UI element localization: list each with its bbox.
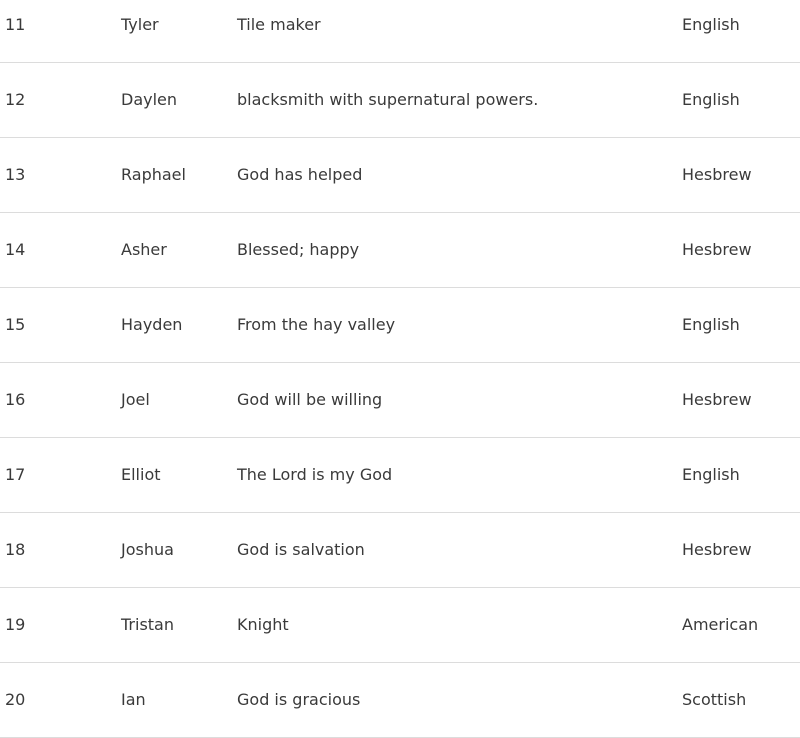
table-row (0, 138, 800, 213)
row-meaning: Blessed; happy (237, 240, 360, 259)
row-meaning: God will be willing (237, 390, 383, 409)
table-row (0, 63, 800, 138)
row-meaning: blacksmith with supernatural powers. (237, 90, 539, 109)
row-meaning: God is gracious (237, 690, 361, 709)
table-row (0, 438, 800, 513)
row-origin: Hesbrew (682, 240, 752, 259)
row-number: 14 (5, 240, 26, 259)
row-name: Hayden (121, 315, 183, 334)
row-origin: English (682, 15, 740, 34)
table-row (0, 513, 800, 588)
table-row (0, 588, 800, 663)
row-meaning: Knight (237, 615, 289, 634)
row-meaning: God is salvation (237, 540, 365, 559)
row-number: 16 (5, 390, 26, 409)
table-row (0, 663, 800, 738)
row-origin: English (682, 315, 740, 334)
table-row (0, 288, 800, 363)
row-name: Tristan (121, 615, 174, 634)
row-origin: Hesbrew (682, 165, 752, 184)
table-row (0, 363, 800, 438)
row-meaning: The Lord is my God (237, 465, 393, 484)
row-number: 20 (5, 690, 26, 709)
row-name: Joshua (121, 540, 174, 559)
row-number: 15 (5, 315, 26, 334)
row-origin: Hesbrew (682, 540, 752, 559)
row-number: 17 (5, 465, 26, 484)
row-origin: English (682, 90, 740, 109)
row-number: 12 (5, 90, 26, 109)
row-number: 18 (5, 540, 26, 559)
row-name: Ian (121, 690, 146, 709)
row-name: Joel (121, 390, 150, 409)
row-name: Elliot (121, 465, 161, 484)
row-origin: American (682, 615, 759, 634)
table-row (0, 213, 800, 288)
row-meaning: Tile maker (237, 15, 321, 34)
row-number: 13 (5, 165, 26, 184)
row-number: 11 (5, 15, 26, 34)
row-number: 19 (5, 615, 26, 634)
row-name: Tyler (121, 15, 159, 34)
row-name: Raphael (121, 165, 186, 184)
row-origin: English (682, 465, 740, 484)
table-row (0, 0, 800, 63)
row-meaning: God has helped (237, 165, 363, 184)
row-name: Asher (121, 240, 167, 259)
row-meaning: From the hay valley (237, 315, 396, 334)
row-origin: Scottish (682, 690, 747, 709)
row-origin: Hesbrew (682, 390, 752, 409)
row-name: Daylen (121, 90, 178, 109)
